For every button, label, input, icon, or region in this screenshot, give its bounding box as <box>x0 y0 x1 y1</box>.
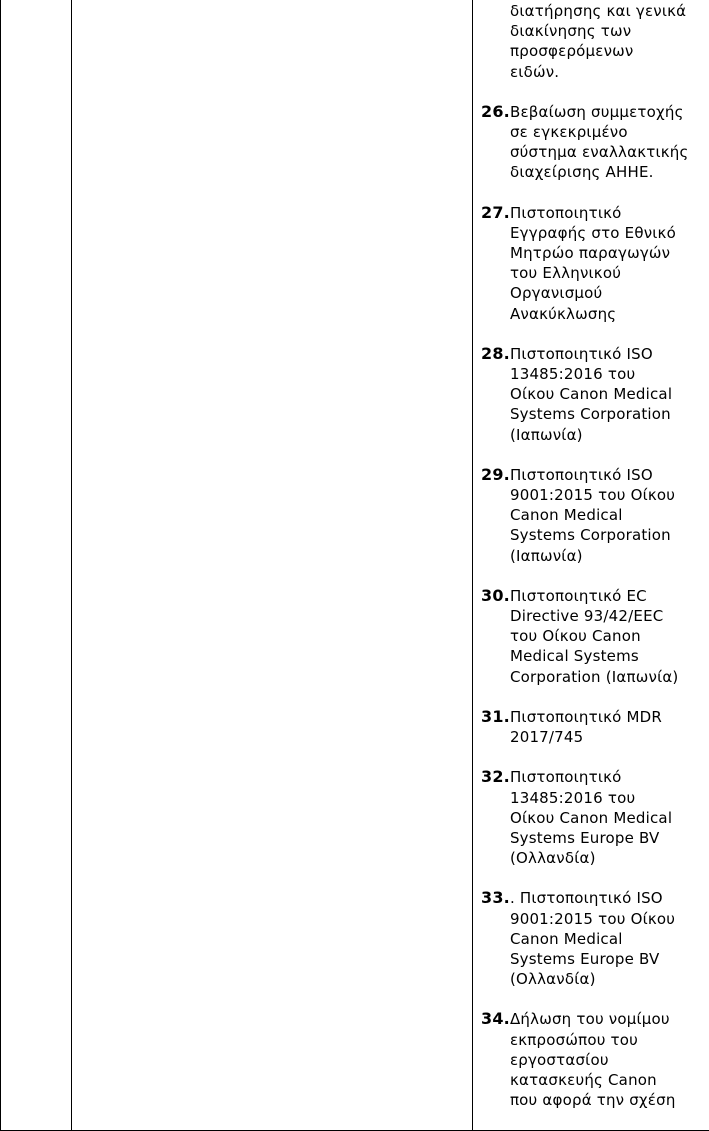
list-item-line: προσφερόμενων <box>510 41 703 61</box>
list-item <box>481 767 703 868</box>
list-item-line: Systems Corporation <box>510 404 703 424</box>
list-item-line: 2017/745 <box>510 727 703 747</box>
list-item-line: που αφορά την σχέση <box>510 1090 703 1110</box>
list-item-line: (Ολλανδία) <box>510 969 703 989</box>
list-item-line: Εγγραφής στο Εθνικό <box>510 223 703 243</box>
list-item-continued <box>481 1 703 82</box>
list-item-number: 32. <box>481 767 510 868</box>
list-item-line: διακίνησης των <box>510 21 703 41</box>
list-item-line: ειδών. <box>510 62 703 82</box>
list-item-line: Οίκου Canon Medical <box>510 384 703 404</box>
list-item-number: 29. <box>481 465 510 566</box>
list-item-line: Πιστοποιητικό <box>510 203 703 223</box>
list-item <box>481 344 703 445</box>
list-item-line: Δήλωση του νομίμου <box>510 1009 703 1029</box>
list-item-line: Canon Medical <box>510 929 703 949</box>
list-item <box>481 707 703 747</box>
list-item-line: (Ιαπωνία) <box>510 425 703 445</box>
list-item-line: κατασκευής Canon <box>510 1070 703 1090</box>
list-item-line: Βεβαίωση συμμετοχής <box>510 102 703 122</box>
list-item-number: 28. <box>481 344 510 445</box>
list-item <box>481 102 703 183</box>
list-item <box>481 465 703 566</box>
list-item <box>481 1009 703 1110</box>
list-item-text <box>510 203 703 324</box>
list-item-line: (Ιαπωνία) <box>510 546 703 566</box>
list-item-line: Πιστοποιητικό <box>510 767 703 787</box>
empty-cell-second-column <box>72 0 473 1131</box>
list-item-line: διατήρησης και γενικά <box>510 1 703 21</box>
list-item-line: . Πιστοποιητικό ISO <box>510 888 703 908</box>
list-item-number: 34. <box>481 1009 510 1110</box>
list-item-text <box>510 465 703 566</box>
list-item-number: 30. <box>481 586 510 687</box>
list-item-line: Πιστοποιητικό MDR <box>510 707 703 727</box>
list-item-line: Canon Medical <box>510 505 703 525</box>
list-item-line: Directive 93/42/EEC <box>510 606 703 626</box>
list-item-line: Πιστοποιητικό ISO <box>510 344 703 364</box>
list-item-number: 31. <box>481 707 510 747</box>
list-item-line: εκπροσώπου του <box>510 1030 703 1050</box>
list-item-line: Μητρώο παραγωγών <box>510 243 703 263</box>
list-item-text <box>510 1009 703 1110</box>
list-item-text <box>510 767 703 868</box>
list-item <box>481 203 703 324</box>
table-row <box>1 0 709 1131</box>
list-item-line: 13485:2016 του <box>510 364 703 384</box>
list-item-line: του Οίκου Canon <box>510 626 703 646</box>
list-item-line: εργοστασίου <box>510 1050 703 1070</box>
list-item-line: Οίκου Canon Medical <box>510 808 703 828</box>
list-item-line: του Ελληνικού <box>510 263 703 283</box>
list-item-line: Systems Europe BV <box>510 949 703 969</box>
list-item-line: Systems Corporation <box>510 525 703 545</box>
list-item-line: 9001:2015 του Οίκου <box>510 485 703 505</box>
list-item-text <box>481 1 703 82</box>
list-item-line: Medical Systems <box>510 646 703 666</box>
list-item <box>481 586 703 687</box>
list-item-text <box>510 586 703 687</box>
list-item-text <box>510 102 703 183</box>
list-item-line: διαχείρισης ΑΗΗΕ. <box>510 162 703 182</box>
list-item-line: Οργανισμού <box>510 283 703 303</box>
documents-list <box>473 0 709 1110</box>
list-item-line: Πιστοποιητικό ISO <box>510 465 703 485</box>
list-item-line: σύστημα εναλλακτικής <box>510 142 703 162</box>
list-item-number: 27. <box>481 203 510 324</box>
list-item-text <box>510 344 703 445</box>
list-item-line: Πιστοποιητικό EC <box>510 586 703 606</box>
empty-cell-first-column <box>1 0 72 1131</box>
list-item <box>481 888 703 989</box>
list-item-text <box>510 888 703 989</box>
list-item-line: σε εγκεκριμένο <box>510 122 703 142</box>
list-item-line: Corporation (Ιαπωνία) <box>510 667 703 687</box>
list-item-line: 13485:2016 του <box>510 788 703 808</box>
list-item-number: 26. <box>481 102 510 183</box>
documents-list-cell <box>473 0 709 1131</box>
list-item-text <box>510 707 703 747</box>
list-item-line: (Ολλανδία) <box>510 848 703 868</box>
list-item-line: Systems Europe BV <box>510 828 703 848</box>
list-item-number: 33. <box>481 888 510 989</box>
list-item-line: Ανακύκλωσης <box>510 304 703 324</box>
list-item-line: 9001:2015 του Οίκου <box>510 909 703 929</box>
